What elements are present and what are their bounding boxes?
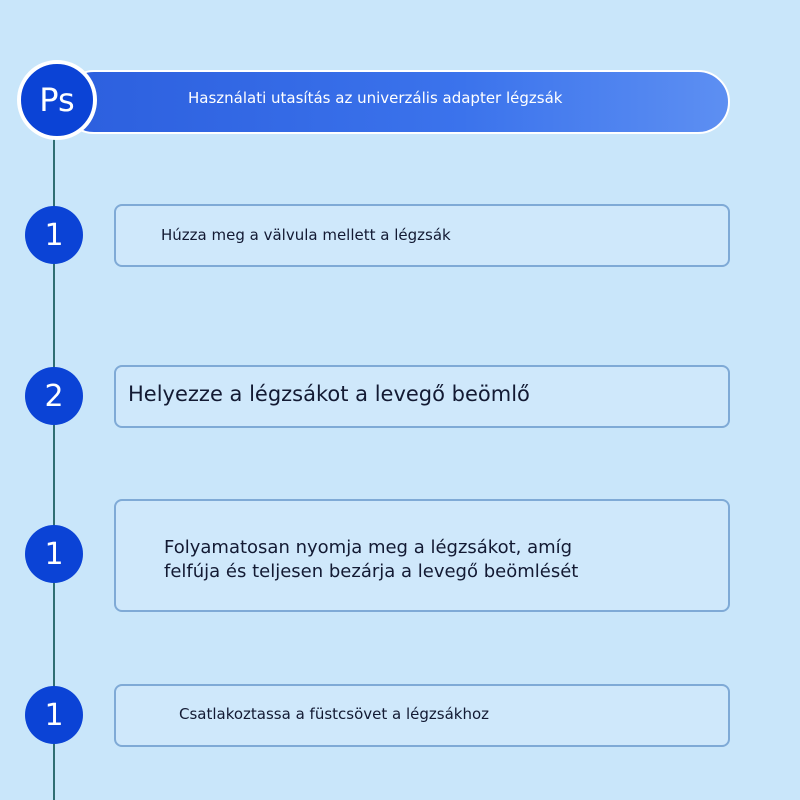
step-text-3-line-2: felfúja és teljesen bezárja a levegő beömlését bbox=[164, 561, 579, 582]
step-number-2: 2 bbox=[25, 367, 83, 425]
header-title: Használati utasítás az univerzális adapter légzsák bbox=[188, 89, 563, 107]
step-text-3 bbox=[164, 536, 578, 584]
step-text-3-line-1: Folyamatosan nyomja meg a légzsákot, amíg bbox=[164, 537, 573, 558]
step-text-1: Húzza meg a välvula mellett a légzsák bbox=[161, 226, 451, 244]
step-text-4: Csatlakoztassa a füstcsövet a légzsákhoz bbox=[179, 705, 490, 723]
step-number-3: 1 bbox=[25, 525, 83, 583]
step-number-4: 1 bbox=[25, 686, 83, 744]
step-number-1: 1 bbox=[25, 206, 83, 264]
ps-badge: Ps bbox=[17, 60, 97, 140]
step-text-2: Helyezze a légzsákot a levegő beömlő bbox=[128, 382, 530, 406]
